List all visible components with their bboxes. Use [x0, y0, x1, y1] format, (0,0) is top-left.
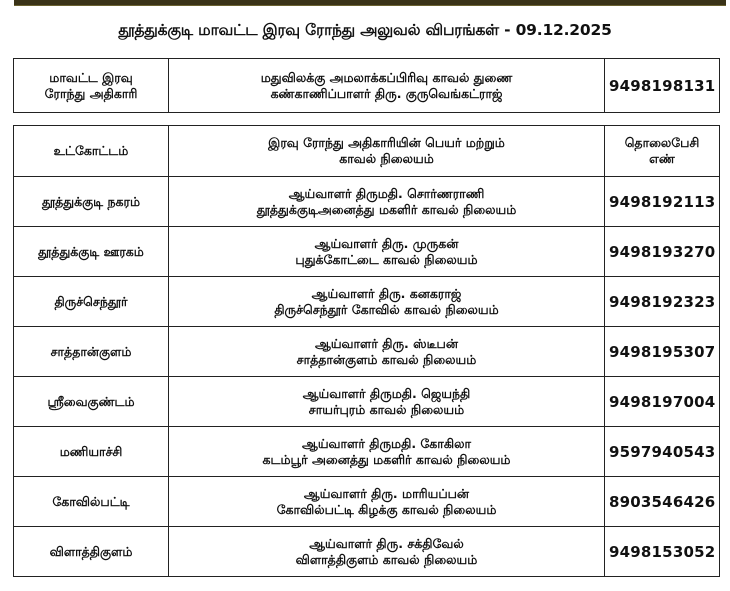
district-officer-row: [14, 59, 720, 113]
officer-name: ஆய்வாளர் திரு. கனகராஜ்: [311, 285, 462, 301]
phone-cell: 9498193270: [605, 227, 720, 277]
district-officer-name-line1: மதுவிலக்கு அமலாக்கப்பிரிவு காவல் துணை: [260, 69, 513, 85]
officer-station-cell: [169, 277, 605, 327]
header-officer-line1: இரவு ரோந்து அதிகாரியின் பெயர் மற்றும்: [268, 135, 505, 150]
table-row: [14, 527, 720, 577]
district-officer-label: [14, 59, 169, 113]
district-officer-name: [169, 59, 605, 113]
officer-station-cell: [169, 477, 605, 527]
officer-station-cell: [169, 327, 605, 377]
district-officer-phone: 9498198131: [605, 59, 720, 113]
table-row: [14, 327, 720, 377]
station-name: திருச்செந்தூர் கோவில் காவல் நிலையம்: [274, 301, 499, 317]
phone-cell: 9498195307: [605, 327, 720, 377]
subdivision-cell: தூத்துக்குடி ஊரகம்: [14, 227, 169, 277]
officer-station-cell: [169, 527, 605, 577]
officer-station-cell: [169, 427, 605, 477]
top-banner: [14, 0, 726, 6]
station-name: புதுக்கோட்டை காவல் நிலையம்: [295, 251, 478, 267]
station-name: விளாத்திகுளம் காவல் நிலையம்: [295, 551, 478, 567]
district-officer-label-line1: மாவட்ட இரவு: [49, 69, 133, 85]
phone-cell: 9498192323: [605, 277, 720, 327]
header-subdivision: உட்கோட்டம்: [14, 126, 169, 177]
header-officer-station: [169, 126, 605, 177]
table-row: [14, 427, 720, 477]
officer-station-cell: [169, 227, 605, 277]
station-name: கோவில்பட்டி கிழக்கு காவல் நிலையம்: [276, 501, 497, 517]
phone-cell: 9597940543: [605, 427, 720, 477]
table-header-row: [14, 126, 720, 177]
header-phone: [605, 126, 720, 177]
table-row: [14, 177, 720, 227]
phone-cell: 9498197004: [605, 377, 720, 427]
district-officer-name-line2: கண்காணிப்பாளர் திரு. குருவெங்கட்ராஜ்: [270, 85, 503, 101]
officer-name: ஆய்வாளர் திருமதி. கோகிலா: [302, 435, 471, 451]
officer-station-cell: [169, 377, 605, 427]
officer-name: ஆய்வாளர் திரு. சக்திவேல்: [309, 535, 464, 551]
table-row: [14, 477, 720, 527]
header-phone-line2: எண்: [649, 151, 675, 166]
officer-name: ஆய்வாளர் திருமதி. ஜெயந்தி: [302, 385, 471, 401]
subdivision-cell: கோவில்பட்டி: [14, 477, 169, 527]
subdivision-cell: தூத்துக்குடி நகரம்: [14, 177, 169, 227]
district-officer-table: [13, 58, 720, 113]
table-row: [14, 227, 720, 277]
subdivision-cell: திருச்செந்தூர்: [14, 277, 169, 327]
phone-cell: 9498153052: [605, 527, 720, 577]
table-row: [14, 377, 720, 427]
phone-cell: 8903546426: [605, 477, 720, 527]
table-row: [14, 277, 720, 327]
station-name: கடம்பூர் அனைத்து மகளிர் காவல் நிலையம்: [262, 451, 511, 467]
officer-name: ஆய்வாளர் திரு. மாரியப்பன்: [303, 485, 470, 501]
night-patrol-table: [13, 125, 720, 577]
station-name: சாயர்புரம் காவல் நிலையம்: [308, 401, 465, 417]
subdivision-cell: சாத்தான்குளம்: [14, 327, 169, 377]
subdivision-cell: விளாத்திகுளம்: [14, 527, 169, 577]
phone-cell: 9498192113: [605, 177, 720, 227]
page-title: தூத்துக்குடி மாவட்ட இரவு ரோந்து அலுவல் விபரங்கள் - 09.12.2025: [118, 21, 612, 39]
header-officer-line2: காவல் நிலையம்: [339, 151, 434, 166]
officer-name: ஆய்வாளர் திரு. ஸ்டீபன்: [315, 335, 458, 351]
station-name: தூத்துக்குடிஅனைத்து மகளிர் காவல் நிலையம்: [256, 201, 517, 217]
station-name: சாத்தான்குளம் காவல் நிலையம்: [296, 351, 477, 367]
subdivision-cell: மணியாச்சி: [14, 427, 169, 477]
header-phone-line1: தொலைபேசி: [624, 135, 700, 150]
officer-station-cell: [169, 177, 605, 227]
officer-name: ஆய்வாளர் திருமதி. சொர்ணராணி: [288, 185, 485, 201]
subdivision-cell: ஸ்ரீவைகுண்டம்: [14, 377, 169, 427]
officer-name: ஆய்வாளர் திரு. முருகன்: [314, 235, 459, 251]
district-officer-label-line2: ரோந்து அதிகாரி: [44, 85, 138, 101]
